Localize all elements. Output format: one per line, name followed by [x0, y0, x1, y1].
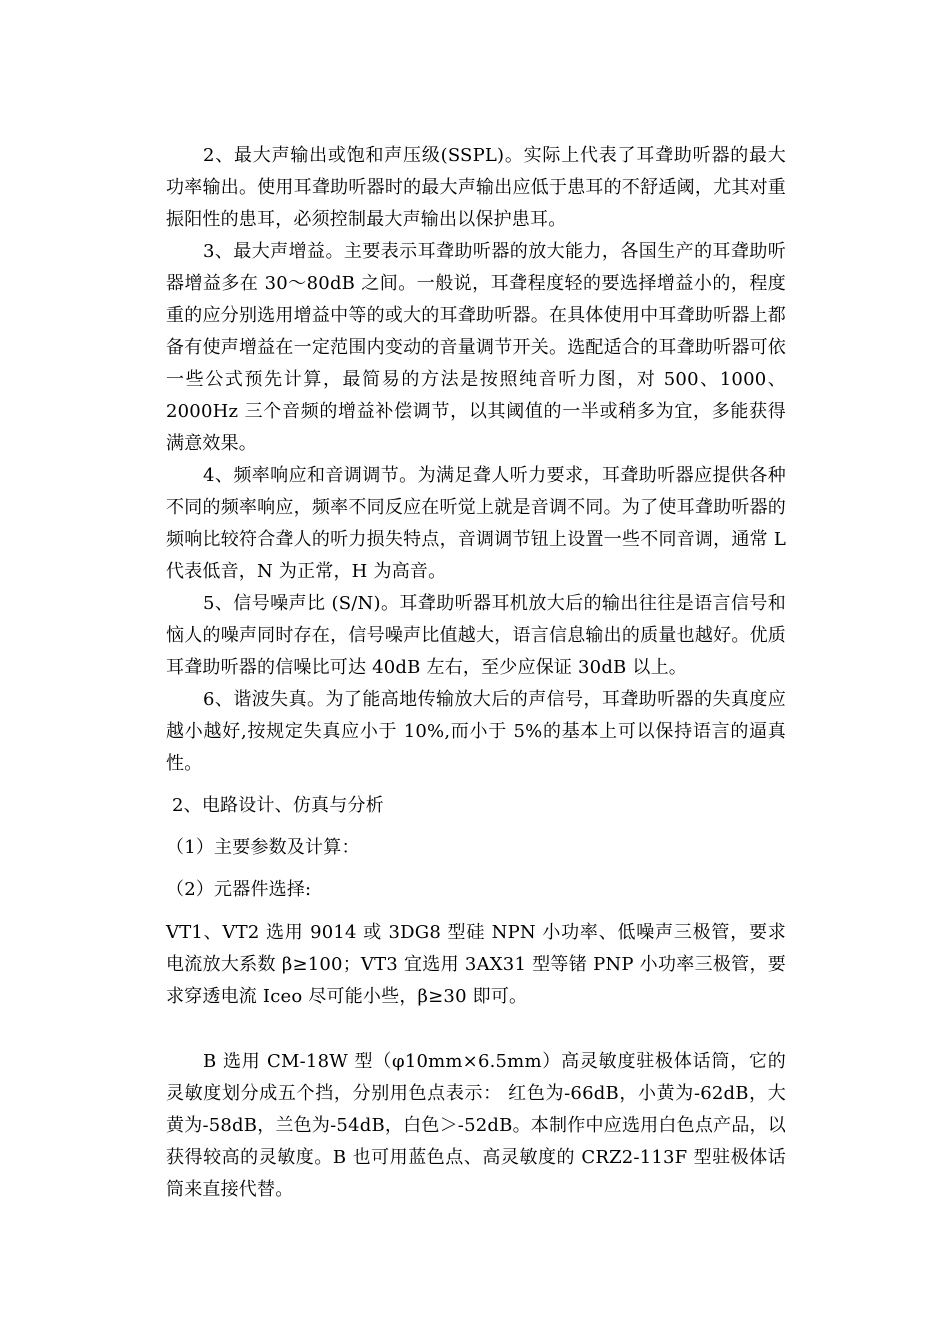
paragraph-transistor-selection: VT1、VT2 选用 9014 或 3DG8 型硅 NPN 小功率、低噪声三极管，要求电流放大系数 β≥100；VT3 宜选用 3AX31 型等锗 PNP 小功率三极管，要求穿透电流 Iceo 尽可能小些，β≥30 即可。 [166, 922, 786, 1007]
paragraph-signal-noise-ratio: 5、信号噪声比 (S/N)。耳聋助听器耳机放大后的输出往往是语言信号和恼人的噪声同时存在，信号噪声比值越大，语言信息输出的质量也越好。优质耳聋助听器的信噪比可达 40dB 左右，至少应保证 30dB 以上。 [166, 593, 786, 678]
subheading-main-parameters: （1）主要参数及计算： [166, 837, 360, 858]
subheading-component-selection: （2）元器件选择: [166, 879, 312, 900]
paragraph-sspl: 2、最大声输出或饱和声压级(SSPL)。实际上代表了耳聋助听器的最大功率输出。使用耳聋助听器时的最大声输出应低于患耳的不舒适阈，尤其对重振阳性的患耳，必须控制最大声输出以保护患耳。 [166, 145, 786, 230]
section-heading-circuit-design: 2、电路设计、仿真与分析 [172, 795, 384, 816]
document-body [166, 140, 786, 1206]
paragraph-microphone-selection: B 选用 CM-18W 型（φ10mm×6.5mm）高灵敏度驻极体话筒，它的灵敏度划分成五个挡，分别用色点表示： 红色为-66dB，小黄为-62dB，大黄为-58dB，兰色为-54dB，白色＞-52dB。本制作中应选用白色点产品，以获得较高的灵敏度。B 也可用蓝色点、高灵敏度的 CRZ2-113F 型驻极体话筒来直接代替。 [166, 1051, 786, 1200]
paragraph-harmonic-distortion: 6、谐波失真。为了能高地传输放大后的声信号，耳聋助听器的失真度应越小越好,按规定失真应小于 10%,而小于 5%的基本上可以保持语言的逼真性。 [166, 689, 786, 774]
paragraph-frequency-response: 4、频率响应和音调调节。为满足聋人听力要求，耳聋助听器应提供各种不同的频率响应，频率不同反应在听觉上就是音调不同。为了使耳聋助听器的频响比较符合聋人的听力损失特点，音调调节钮上设置一些不同音调，通常 L 代表低音，N 为正常，H 为高音。 [166, 465, 786, 582]
paragraph-max-gain: 3、最大声增益。主要表示耳聋助听器的放大能力，各国生产的耳聋助听器增益多在 30～80dB 之间。一般说，耳聋程度轻的要选择增益小的，程度重的应分别选用增益中等的或大的耳聋助听器。在具体使用中耳聋助听器上都备有使声增益在一定范围内变动的音量调节开关。选配适合的耳聋助听器可依一些公式预先计算，最简易的方法是按照纯音听力图，对 500、1000、2000Hz 三个音频的增益补偿调节，以其阈值的一半或稍多为宜，多能获得满意效果。 [166, 241, 786, 454]
